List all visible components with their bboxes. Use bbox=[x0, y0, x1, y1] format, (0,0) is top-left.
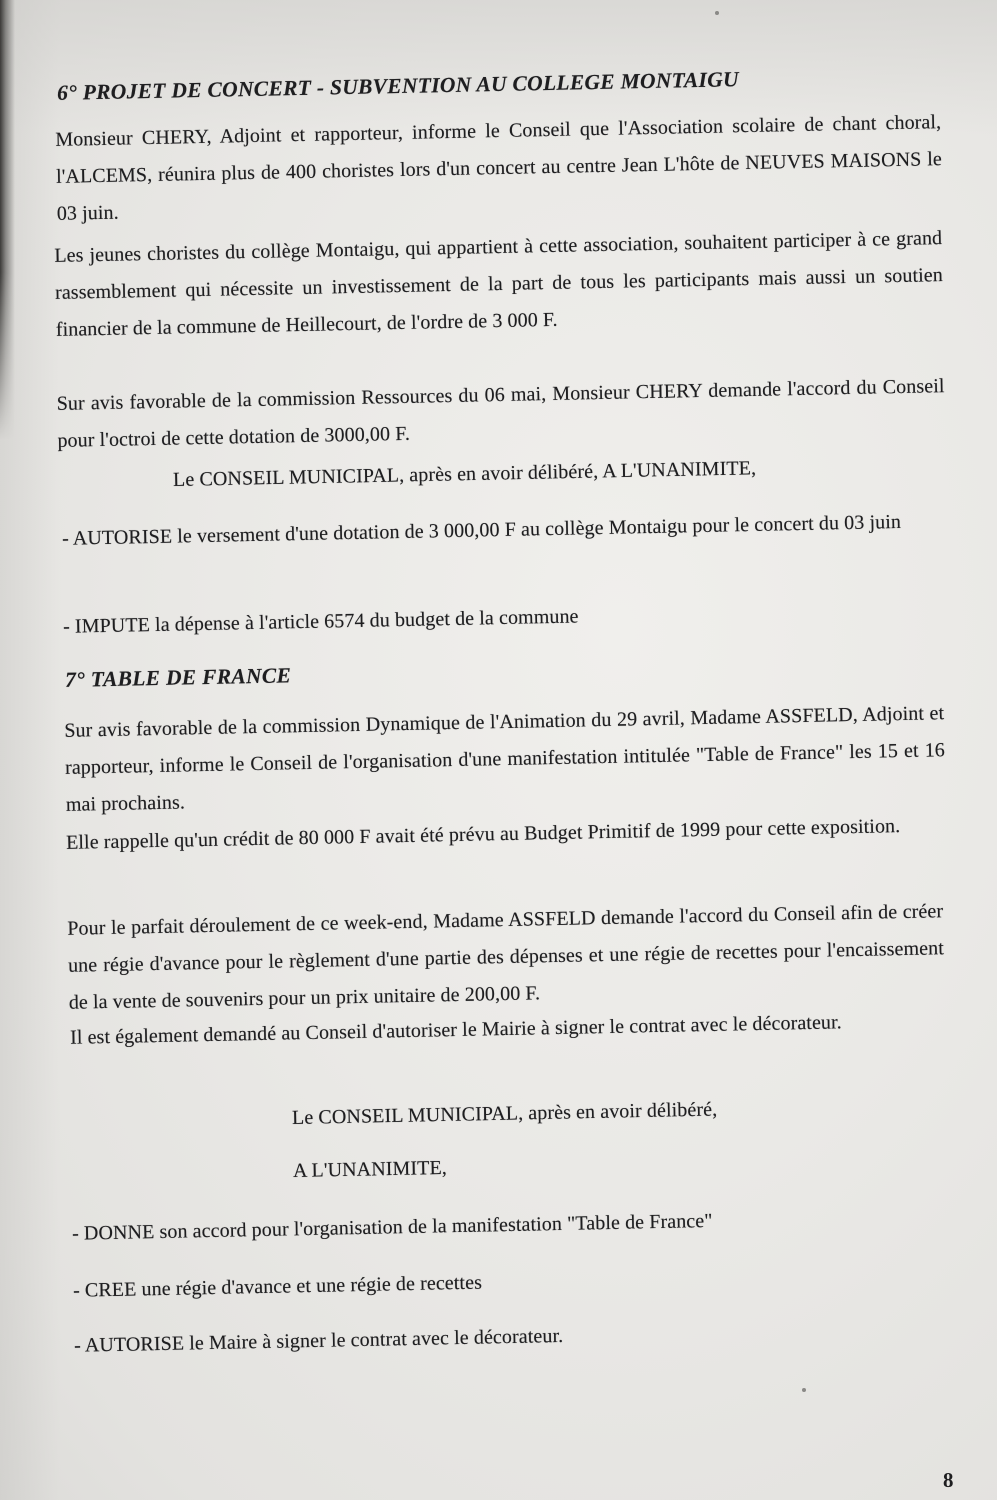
section-7-paragraph: Elle rappelle qu'un crédit de 80 000 F avait été prévu au Budget Primitif de 1999 pour cette exposition. bbox=[65, 815, 901, 854]
section-7-paragraph: Sur avis favorable de la commission Dynamique de l'Animation du 29 avril, Madame ASSFELD, Adjoint et rapporteur, informe le Conseil de l'organisation d'une manifestation intitulée "Table de France" les 15 et 16 mai prochains. bbox=[64, 702, 946, 816]
page-number: 8 bbox=[942, 1467, 954, 1493]
section-7-resolution-item: - AUTORISE le Maire à signer le contrat avec le décorateur. bbox=[73, 1324, 564, 1357]
scan-speck bbox=[802, 1388, 806, 1392]
section-7-paragraph: Pour le parfait déroulement de ce week-end, Madame ASSFELD demande l'accord du Conseil afin de créer une régie d'avance pour le règlement d'une partie des dépenses et une régie de recettes pour l'encaissement de la vente de souvenirs pour un prix unitaire de 200,00 F. bbox=[67, 900, 945, 1014]
section-6-resolution-item: - AUTORISE le versement d'une dotation de 3 000,00 F au collège Montaigu pour le concert du 03 juin bbox=[61, 510, 902, 550]
section-6-deliberation-line: Le CONSEIL MUNICIPAL, après en avoir délibéré, A L'UNANIMITE, bbox=[172, 457, 757, 492]
scan-speck bbox=[715, 11, 719, 15]
section-6-resolution-item: - IMPUTE la dépense à l'article 6574 du budget de la commune bbox=[62, 605, 579, 638]
section-7-heading: 7° TABLE DE FRANCE bbox=[64, 663, 292, 692]
section-7-deliberation-line: A L'UNANIMITE, bbox=[292, 1156, 448, 1183]
section-7-resolution-item: - DONNE son accord pour l'organisation de la manifestation "Table de France" bbox=[71, 1209, 713, 1245]
scan-edge-shadow bbox=[0, 0, 15, 440]
section-6-paragraph: Sur avis favorable de la commission Ressources du 06 mai, Monsieur CHERY demande l'accord du Conseil pour l'octroi de cette dotation de 3000,00 F. bbox=[56, 375, 945, 452]
section-6-paragraph: Les jeunes choristes du collège Montaigu, qui appartient à cette association, souhaitent participer à ce grand rassemblement qui nécessite un investissement de la part de tous les participants mais aussi un soutien financier de la commune de Heillecourt, de l'ordre de 3 000 F. bbox=[54, 227, 944, 341]
section-7-resolution-item: - CREE une régie d'avance et une régie de recettes bbox=[72, 1271, 483, 1302]
section-7-deliberation-line: Le CONSEIL MUNICIPAL, après en avoir délibéré, bbox=[291, 1098, 718, 1130]
section-6-paragraph: Monsieur CHERY, Adjoint et rapporteur, informe le Conseil que l'Association scolaire de chant choral, l'ALCEMS, réunira plus de 400 choristes lors d'un concert au centre Jean L'hôte de NEUVES MAISONS le 03 juin. bbox=[55, 111, 943, 225]
section-6-heading: 6° PROJET DE CONCERT - SUBVENTION AU COLLEGE MONTAIGU bbox=[56, 67, 740, 105]
section-7-paragraph: Il est également demandé au Conseil d'autoriser le Mairie à signer le contrat avec le décorateur. bbox=[69, 1011, 843, 1049]
